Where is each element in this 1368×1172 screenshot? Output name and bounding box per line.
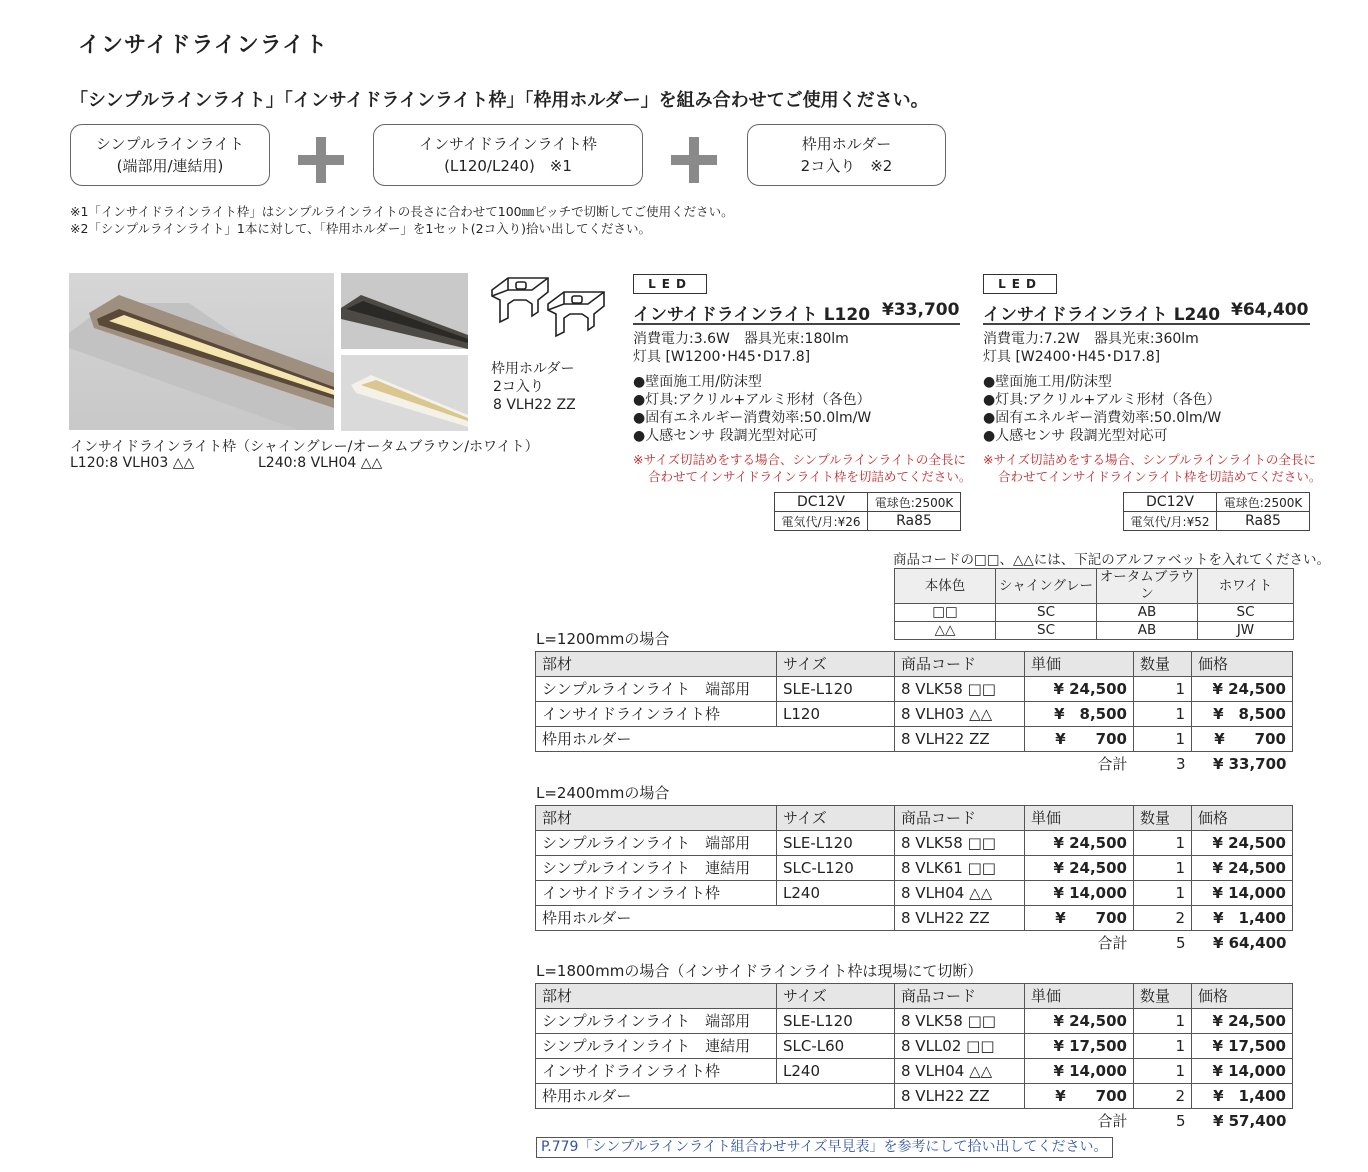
color-header: 本体色 (895, 569, 996, 604)
combo-line1: 枠用ホルダー (801, 135, 892, 153)
cell-size: SLE-L120 (777, 1009, 895, 1034)
spec-badge-table (1123, 492, 1310, 531)
cell-price: ¥ 14,000 (1192, 881, 1293, 906)
parts-header: 数量 (1134, 806, 1192, 831)
cell-part: 枠用ホルダー (536, 727, 895, 752)
color-cell: △△ (895, 622, 996, 640)
elec-cost-cell: 電気代/月:¥52 (1124, 512, 1217, 531)
table-row (536, 831, 1293, 856)
color-header: ホワイト (1198, 569, 1294, 604)
cell-unit-price: ¥ 24,500 (1025, 831, 1134, 856)
product-name: インサイドラインライト L240 (983, 305, 1221, 325)
cell-code: 8 VLK58 □□ (895, 1009, 1025, 1034)
cell-price: ¥ 24,500 (1192, 831, 1293, 856)
holder-caption (491, 360, 576, 414)
divider (983, 323, 1310, 325)
rail-photo-graphic (69, 273, 334, 430)
cell-part: 枠用ホルダー (536, 1084, 895, 1109)
color-cell: AB (1097, 622, 1198, 640)
product-name: インサイドラインライト L120 (633, 305, 871, 325)
product-price: ¥33,700 (882, 300, 960, 320)
photo-caption: インサイドラインライト枠（シャイングレー/オータムブラウン/ホワイト） (70, 439, 539, 455)
cell-code: 8 VLH22 ZZ (895, 727, 1025, 752)
cell-part: シンプルラインライト 連結用 (536, 856, 777, 881)
product-price: ¥64,400 (1231, 300, 1309, 320)
led-badge: LED (633, 274, 707, 294)
ra-cell: Ra85 (1217, 512, 1310, 531)
table-row (536, 906, 1293, 931)
cell-part: シンプルラインライト 連結用 (536, 1034, 777, 1059)
holder-caption-1: 枠用ホルダー (491, 361, 575, 377)
cell-price: ¥ 24,500 (1192, 1009, 1293, 1034)
cell-part: インサイドラインライト枠 (536, 1059, 777, 1084)
feature-item: ●固有エネルギー消費効率:50.0lm/W (983, 410, 1222, 426)
total-row (536, 1109, 1293, 1134)
cell-qty: 1 (1134, 677, 1192, 702)
elec-cost-cell: 電気代/月:¥26 (775, 512, 868, 531)
color-cell: SC (1198, 604, 1294, 622)
cell-unit-price: ¥ 700 (1025, 1084, 1134, 1109)
total-qty: 5 (1175, 1112, 1186, 1130)
warning-1: ※サイズ切詰めをする場合、シンプルラインライトの全長に (633, 452, 966, 467)
parts-header: 数量 (1134, 652, 1192, 677)
color-cell: SC (996, 604, 1097, 622)
feature-item: ●灯具:アクリル+アルミ形材（各色） (633, 392, 871, 408)
table-row (536, 881, 1293, 906)
holder-caption-3: 8 VLH22 ZZ (493, 397, 576, 413)
cell-code: 8 VLH22 ZZ (895, 906, 1025, 931)
combo-simple-line-light (70, 124, 270, 186)
cell-size: L240 (777, 881, 895, 906)
cell-size: SLC-L60 (777, 1034, 895, 1059)
cell-unit-price: ¥ 24,500 (1025, 1009, 1134, 1034)
color-cell: □□ (895, 604, 996, 622)
table-row (536, 856, 1293, 881)
parts-header: 数量 (1134, 984, 1192, 1009)
cell-price: ¥ 24,500 (1192, 677, 1293, 702)
color-header: シャイングレー (996, 569, 1097, 604)
cell-size: L240 (777, 1059, 895, 1084)
feature-item: ●壁面施工用/防沫型 (983, 374, 1112, 390)
color-cell: AB (1097, 604, 1198, 622)
total-price: ¥ 57,400 (1212, 1112, 1287, 1130)
total-qty: 3 (1175, 755, 1186, 773)
photo-code-l120: L120:8 VLH03 △△ (70, 455, 195, 471)
cell-code: 8 VLK58 □□ (895, 677, 1025, 702)
cell-size: SLE-L120 (777, 831, 895, 856)
warning-2: 合わせてインサイドラインライト枠を切詰めてください。 (998, 469, 1322, 484)
voltage-cell: DC12V (1124, 493, 1217, 512)
feature-item: ●固有エネルギー消費効率:50.0lm/W (633, 410, 872, 426)
cell-size: L120 (777, 702, 895, 727)
parts-header: 価格 (1192, 806, 1293, 831)
page-subtitle: 「シンプルラインライト」「インサイドラインライト枠」「枠用ホルダー」を組み合わせてご使用ください。 (70, 90, 929, 111)
parts-header: 商品コード (895, 652, 1025, 677)
section-label: L=1800mmの場合（インサイドラインライト枠は現場にて切断） (536, 962, 983, 980)
total-label: 合計 (1097, 755, 1128, 773)
table-row (536, 1084, 1293, 1109)
product-photo-gray (341, 273, 468, 349)
cell-unit-price: ¥ 700 (1025, 906, 1134, 931)
cell-code: 8 VLH22 ZZ (895, 1084, 1025, 1109)
warning-2: 合わせてインサイドラインライト枠を切詰めてください。 (648, 469, 972, 484)
total-price: ¥ 33,700 (1212, 755, 1287, 773)
rail-photo-gray-graphic (341, 273, 468, 349)
table-row (536, 702, 1293, 727)
section-label: L=1200mmの場合 (536, 630, 670, 648)
cell-code: 8 VLH03 △△ (895, 702, 1025, 727)
color-header: オータムブラウン (1097, 569, 1198, 604)
cell-part: シンプルラインライト 端部用 (536, 677, 777, 702)
note-1: ※1「インサイドラインライト枠」はシンプルラインライトの長さに合わせて100㎜ピッチで切断してご使用ください。 (70, 204, 734, 219)
cell-unit-price: ¥ 17,500 (1025, 1034, 1134, 1059)
table-row (536, 677, 1293, 702)
cell-qty: 1 (1134, 702, 1192, 727)
combo-line2: (端部用/連結用) (116, 157, 224, 175)
color-cell: JW (1198, 622, 1294, 640)
product-spec-size: 灯具 [W2400･H45･D17.8] (983, 349, 1161, 365)
cell-part: インサイドラインライト枠 (536, 881, 777, 906)
rail-photo-white-graphic (341, 355, 468, 431)
parts-header: 価格 (1192, 984, 1293, 1009)
parts-table (535, 805, 1293, 955)
cell-qty: 2 (1134, 1084, 1192, 1109)
warning-1: ※サイズ切詰めをする場合、シンプルラインライトの全長に (983, 452, 1316, 467)
combo-line1: インサイドラインライト枠 (418, 135, 598, 153)
cell-unit-price: ¥ 14,000 (1025, 881, 1134, 906)
color-cell: SC (996, 622, 1097, 640)
product-photo-white (341, 355, 468, 431)
total-row (536, 752, 1293, 777)
reference-note: P.779「シンプルラインライト組合わせサイズ早見表」を参考にして拾い出してください。 (536, 1137, 1113, 1158)
plus-icon (671, 137, 717, 183)
cell-qty: 1 (1134, 881, 1192, 906)
parts-header: 単価 (1025, 652, 1134, 677)
cell-qty: 1 (1134, 1009, 1192, 1034)
cell-price: ¥ 24,500 (1192, 856, 1293, 881)
parts-header: 部材 (536, 652, 777, 677)
cell-code: 8 VLH04 △△ (895, 881, 1025, 906)
cell-part: 枠用ホルダー (536, 906, 895, 931)
table-row (536, 1034, 1293, 1059)
feature-item: ●壁面施工用/防沫型 (633, 374, 762, 390)
parts-header: 単価 (1025, 806, 1134, 831)
page-title: インサイドラインライト (78, 33, 329, 58)
parts-header: サイズ (777, 652, 895, 677)
cell-price: ¥ 700 (1192, 727, 1293, 752)
table-row (536, 727, 1293, 752)
cell-part: インサイドラインライト枠 (536, 702, 777, 727)
cell-unit-price: ¥ 14,000 (1025, 1059, 1134, 1084)
product-spec-size: 灯具 [W1200･H45･D17.8] (633, 349, 811, 365)
feature-item: ●灯具:アクリル+アルミ形材（各色） (983, 392, 1221, 408)
cell-qty: 2 (1134, 906, 1192, 931)
parts-header: 部材 (536, 806, 777, 831)
holder-caption-2: 2コ入り (493, 379, 544, 395)
cell-price: ¥ 8,500 (1192, 702, 1293, 727)
total-label: 合計 (1097, 1112, 1128, 1130)
cell-qty: 1 (1134, 727, 1192, 752)
product-spec-power: 消費電力:7.2W 器具光束:360lm (983, 331, 1199, 347)
parts-header: サイズ (777, 984, 895, 1009)
cell-unit-price: ¥ 24,500 (1025, 856, 1134, 881)
cell-qty: 1 (1134, 831, 1192, 856)
plus-icon (298, 137, 344, 183)
holder-drawing (486, 270, 612, 350)
section-label: L=2400mmの場合 (536, 784, 670, 802)
feature-item: ●人感センサ 段調光型対応可 (633, 428, 818, 444)
cell-code: 8 VLK61 □□ (895, 856, 1025, 881)
cell-part: シンプルラインライト 端部用 (536, 831, 777, 856)
cell-code: 8 VLL02 □□ (895, 1034, 1025, 1059)
cell-price: ¥ 1,400 (1192, 1084, 1293, 1109)
led-badge: LED (983, 274, 1057, 294)
parts-header: 商品コード (895, 806, 1025, 831)
voltage-cell: DC12V (775, 493, 868, 512)
total-price: ¥ 64,400 (1212, 934, 1287, 952)
parts-table (535, 651, 1293, 776)
parts-header: 単価 (1025, 984, 1134, 1009)
photo-code-l240: L240:8 VLH04 △△ (258, 455, 383, 471)
parts-header: 商品コード (895, 984, 1025, 1009)
combo-frame-holder (747, 124, 946, 186)
cell-qty: 1 (1134, 1034, 1192, 1059)
total-row (536, 931, 1293, 956)
cell-price: ¥ 1,400 (1192, 906, 1293, 931)
combo-line1: シンプルラインライト (95, 135, 245, 153)
ra-cell: Ra85 (868, 512, 961, 531)
table-row (536, 1059, 1293, 1084)
color-temp-cell: 電球色:2500K (1217, 493, 1310, 512)
product-features (983, 373, 1221, 445)
divider (633, 323, 960, 325)
cell-price: ¥ 17,500 (1192, 1034, 1293, 1059)
cell-unit-price: ¥ 8,500 (1025, 702, 1134, 727)
combo-line2: (L120/L240) ※1 (444, 157, 572, 175)
color-table-intro: 商品コードの□□、△△には、下記のアルファベットを入れてください。 (893, 552, 1330, 568)
table-row (536, 1009, 1293, 1034)
color-temp-cell: 電球色:2500K (868, 493, 961, 512)
combo-line2: 2コ入り ※2 (800, 157, 893, 175)
spec-badge-table (774, 492, 961, 531)
cell-size: SLE-L120 (777, 677, 895, 702)
color-code-table (894, 568, 1294, 640)
cell-part: シンプルラインライト 端部用 (536, 1009, 777, 1034)
cell-qty: 1 (1134, 1059, 1192, 1084)
cell-qty: 1 (1134, 856, 1192, 881)
feature-item: ●人感センサ 段調光型対応可 (983, 428, 1168, 444)
note-2: ※2「シンプルラインライト」1本に対して、「枠用ホルダー」を1セット(2コ入り)拾い出してください。 (70, 221, 651, 236)
product-spec-power: 消費電力:3.6W 器具光束:180lm (633, 331, 849, 347)
combo-inside-frame (373, 124, 643, 186)
cell-size: SLC-L120 (777, 856, 895, 881)
cell-price: ¥ 14,000 (1192, 1059, 1293, 1084)
cell-code: 8 VLH04 △△ (895, 1059, 1025, 1084)
parts-header: 部材 (536, 984, 777, 1009)
total-label: 合計 (1097, 934, 1128, 952)
cell-unit-price: ¥ 700 (1025, 727, 1134, 752)
total-qty: 5 (1175, 934, 1186, 952)
cell-code: 8 VLK58 □□ (895, 831, 1025, 856)
cell-unit-price: ¥ 24,500 (1025, 677, 1134, 702)
product-features (633, 373, 871, 445)
parts-table (535, 983, 1293, 1133)
parts-header: サイズ (777, 806, 895, 831)
parts-header: 価格 (1192, 652, 1293, 677)
product-photo-main (69, 273, 334, 430)
